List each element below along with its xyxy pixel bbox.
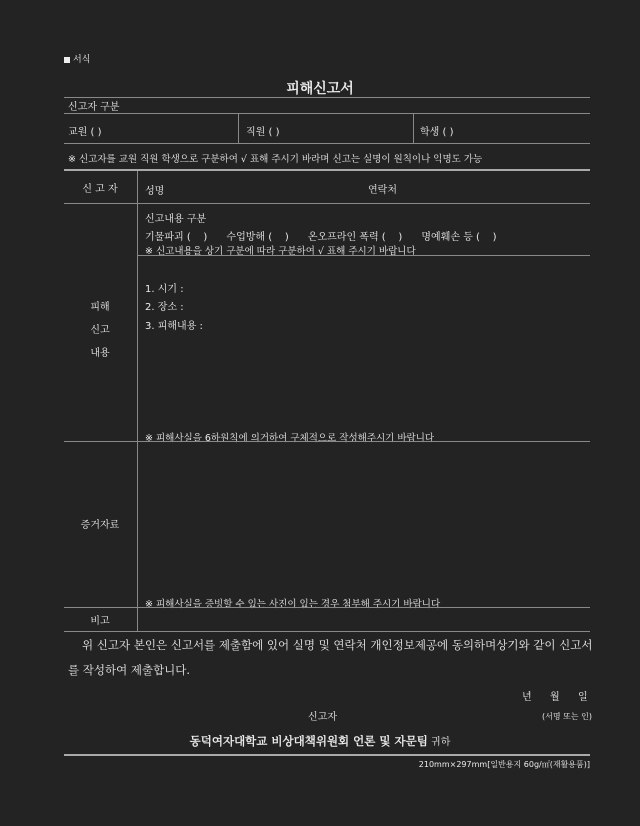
evidence-note: ※ 피해사실을 증빙할 수 있는 사진이 있는 경우 첨부해 주시기 바랍니다 — [145, 599, 441, 610]
signer-label: 신고자 — [308, 712, 337, 723]
option-staff[interactable]: 직원 ( ) — [246, 127, 280, 138]
divider — [64, 441, 590, 442]
reporter-note: ※ 신고자를 교원 직원 학생으로 구분하여 √ 표해 주시기 바라며 신고는 실명이 원칙이나 익명도 가능 — [68, 154, 483, 165]
reporter-label: 신 고 자 — [82, 184, 118, 195]
date-day[interactable]: 일 — [578, 692, 588, 703]
sign-note: (서명 또는 인) — [542, 712, 592, 721]
reporter-type-label: 신고자 구분 — [68, 102, 120, 113]
date-month[interactable]: 월 — [550, 692, 560, 703]
divider — [413, 113, 414, 143]
divider-thick — [64, 754, 590, 756]
remarks-label: 비고 — [90, 616, 110, 627]
divider-thick — [64, 169, 590, 171]
damage-label — [64, 296, 136, 365]
divider — [64, 143, 590, 144]
name-field[interactable]: 성명 — [145, 186, 165, 197]
label-column-divider — [137, 171, 138, 631]
form-tag-label: 서식 — [73, 55, 91, 65]
divider — [64, 97, 590, 98]
category-title: 신고내용 구분 — [145, 214, 207, 225]
option-teacher[interactable]: 교원 ( ) — [68, 127, 102, 138]
damage-label-line: 피해 — [90, 302, 110, 313]
statement-line-1: 위 신고자 본인은 신고서를 제출함에 있어 실명 및 연락처 개인정보제공에 동의하며상기와 같이 신고서 — [82, 638, 593, 652]
form-tag — [64, 52, 90, 65]
page-title: 피해신고서 — [286, 81, 354, 97]
item-details[interactable]: 3. 피해내용 : — [145, 321, 203, 332]
recipient — [0, 733, 640, 749]
item-where[interactable]: 2. 장소 : — [145, 302, 184, 313]
option-student[interactable]: 학생 ( ) — [420, 127, 454, 138]
damage-label-line: 내용 — [90, 348, 110, 359]
damage-footer-note: ※ 피해사실을 6하원칙에 의거하여 구체적으로 작성해주시기 바랍니다 — [145, 433, 435, 444]
contact-field[interactable]: 연락처 — [368, 185, 397, 196]
divider — [238, 113, 239, 143]
statement-line-2: 를 작성하여 제출합니다. — [68, 663, 191, 677]
paper-spec: 210mm×297mm[일반용지 60g/㎡(재활용품)] — [418, 760, 590, 769]
divider — [64, 607, 590, 608]
category-note: ※ 신고내용을 상기 구분에 따라 구분하여 √ 표해 주시기 바랍니다 — [145, 246, 416, 257]
divider — [64, 203, 590, 204]
divider — [64, 631, 590, 632]
category-options[interactable]: 기물파괴 ( ) 수업방해 ( ) 온오프라인 폭력 ( ) 명예훼손 등 ( ) — [145, 232, 497, 243]
damage-label-line: 신고 — [90, 325, 110, 336]
square-icon — [64, 57, 70, 63]
divider — [64, 113, 590, 114]
recipient-name: 동덕여자대학교 비상대책위원회 언론 및 자문팀 — [189, 734, 428, 748]
recipient-suffix: 귀하 — [431, 737, 451, 748]
item-when[interactable]: 1. 시기 : — [145, 284, 184, 295]
date-year[interactable]: 년 — [522, 692, 532, 703]
evidence-label: 증거자료 — [80, 520, 120, 531]
divider — [137, 255, 590, 256]
